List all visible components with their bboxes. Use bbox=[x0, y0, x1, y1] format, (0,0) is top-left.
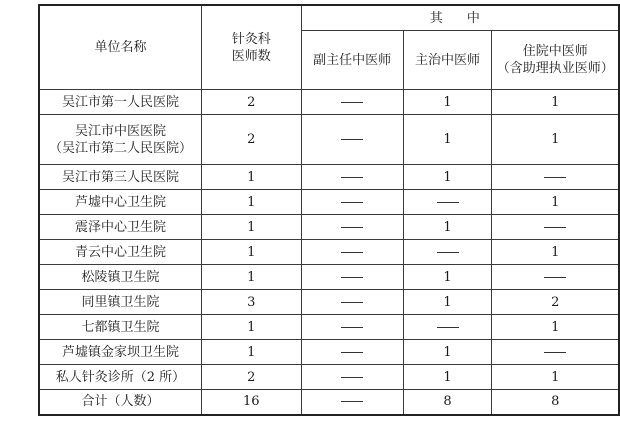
cell-deputy-chief bbox=[301, 215, 403, 240]
cell-attending-value: 1 bbox=[443, 169, 452, 185]
header-attending bbox=[403, 31, 492, 90]
cell-deputy-chief bbox=[301, 340, 403, 365]
cell-deputy-chief-value bbox=[341, 95, 363, 110]
cell-unit-name-line: 七都镇卫生院 bbox=[81, 319, 160, 335]
cell-deputy-chief bbox=[301, 165, 403, 190]
cell-resident bbox=[492, 390, 619, 415]
header-deputy-chief-text: 副主任中医师 bbox=[313, 52, 392, 68]
cell-resident-value: 8 bbox=[551, 394, 560, 410]
cell-deputy-chief-value bbox=[341, 394, 363, 409]
cell-doctor-count bbox=[201, 190, 301, 215]
dash-mark bbox=[341, 177, 363, 178]
cell-attending-value bbox=[437, 195, 459, 210]
dash-mark bbox=[544, 177, 566, 178]
dash-mark bbox=[341, 302, 363, 303]
table-row bbox=[39, 390, 619, 415]
cell-unit-name bbox=[39, 290, 201, 315]
cell-unit-name-line: 吴江市第三人民医院 bbox=[61, 169, 179, 185]
cell-attending-value: 1 bbox=[443, 344, 452, 360]
table-row bbox=[39, 240, 619, 265]
table-row bbox=[39, 165, 619, 190]
header-attending-text: 主治中医师 bbox=[415, 52, 481, 68]
cell-attending bbox=[403, 390, 492, 415]
cell-resident-value: 1 bbox=[551, 132, 560, 147]
cell-unit-name bbox=[39, 165, 201, 190]
cell-doctor-count bbox=[201, 115, 301, 165]
cell-resident bbox=[492, 240, 619, 265]
cell-attending-value: 8 bbox=[443, 394, 452, 410]
cell-resident-value bbox=[544, 220, 566, 235]
dash-mark bbox=[341, 227, 363, 228]
acupuncture-staff-table bbox=[38, 4, 620, 416]
cell-doctor-count bbox=[201, 240, 301, 265]
dash-mark bbox=[341, 327, 363, 328]
header-acupuncture-line2: 医师数 bbox=[231, 48, 271, 64]
cell-attending-value: 1 bbox=[443, 132, 452, 147]
cell-doctor-count-value: 2 bbox=[247, 94, 256, 110]
cell-doctor-count-value: 2 bbox=[247, 369, 256, 385]
cell-resident-value bbox=[544, 270, 566, 285]
cell-doctor-count bbox=[201, 315, 301, 340]
acupuncture-staff-table-container bbox=[38, 4, 620, 416]
cell-attending-value: 1 bbox=[443, 269, 452, 285]
cell-doctor-count-value: 1 bbox=[247, 244, 256, 260]
dash-mark bbox=[341, 377, 363, 378]
cell-resident bbox=[492, 315, 619, 340]
cell-unit-name-line: （吴江市第二人民医院） bbox=[48, 140, 192, 156]
cell-unit-name bbox=[39, 240, 201, 265]
dash-mark bbox=[341, 202, 363, 203]
cell-unit-name-line: 吴江市第一人民医院 bbox=[61, 94, 179, 110]
cell-attending bbox=[403, 165, 492, 190]
cell-attending bbox=[403, 240, 492, 265]
cell-resident bbox=[492, 290, 619, 315]
cell-unit-name bbox=[39, 215, 201, 240]
table-row bbox=[39, 365, 619, 390]
dash-mark bbox=[341, 139, 363, 140]
cell-resident-value: 1 bbox=[551, 319, 560, 335]
cell-deputy-chief bbox=[301, 365, 403, 390]
cell-resident-value: 1 bbox=[551, 244, 560, 260]
cell-unit-name-line: 合计（人数） bbox=[81, 394, 160, 410]
cell-unit-name-line: 芦墟中心卫生院 bbox=[74, 194, 166, 210]
cell-unit-name bbox=[39, 315, 201, 340]
header-group-label-text: 其 中 bbox=[429, 10, 490, 26]
dash-mark bbox=[341, 401, 363, 402]
cell-deputy-chief-value bbox=[341, 270, 363, 285]
cell-attending-value: 1 bbox=[443, 369, 452, 385]
cell-deputy-chief bbox=[301, 90, 403, 115]
cell-resident bbox=[492, 190, 619, 215]
cell-doctor-count bbox=[201, 340, 301, 365]
cell-doctor-count bbox=[201, 365, 301, 390]
dash-mark bbox=[544, 227, 566, 228]
dash-mark bbox=[341, 352, 363, 353]
cell-doctor-count bbox=[201, 215, 301, 240]
cell-attending bbox=[403, 365, 492, 390]
cell-unit-name-line: 芦墟镇金家坝卫生院 bbox=[61, 344, 179, 360]
cell-resident-value bbox=[544, 170, 566, 185]
cell-deputy-chief-value bbox=[341, 220, 363, 235]
cell-doctor-count-value: 1 bbox=[247, 344, 256, 360]
cell-resident-value: 2 bbox=[551, 294, 560, 310]
cell-doctor-count bbox=[201, 165, 301, 190]
cell-unit-name bbox=[39, 190, 201, 215]
cell-unit-name-line: 同里镇卫生院 bbox=[81, 294, 160, 310]
cell-deputy-chief bbox=[301, 265, 403, 290]
cell-attending bbox=[403, 340, 492, 365]
cell-unit-name bbox=[39, 390, 201, 415]
cell-unit-name-line: 私人针灸诊所（2 所） bbox=[55, 369, 186, 385]
cell-resident bbox=[492, 165, 619, 190]
cell-deputy-chief-value bbox=[341, 320, 363, 335]
cell-doctor-count-value: 1 bbox=[247, 269, 256, 285]
cell-doctor-count-value: 16 bbox=[243, 394, 260, 410]
table-row bbox=[39, 190, 619, 215]
cell-attending bbox=[403, 115, 492, 165]
cell-deputy-chief bbox=[301, 290, 403, 315]
cell-deputy-chief-value bbox=[341, 370, 363, 385]
table-row bbox=[39, 315, 619, 340]
cell-doctor-count-value: 1 bbox=[247, 219, 256, 235]
header-acupuncture-doctors bbox=[201, 5, 301, 90]
cell-deputy-chief bbox=[301, 190, 403, 215]
cell-deputy-chief-value bbox=[341, 170, 363, 185]
cell-attending bbox=[403, 90, 492, 115]
cell-attending bbox=[403, 265, 492, 290]
dash-mark bbox=[544, 277, 566, 278]
cell-doctor-count-value: 1 bbox=[247, 169, 256, 185]
cell-unit-name-line: 青云中心卫生院 bbox=[74, 244, 166, 260]
header-resident bbox=[492, 31, 619, 90]
cell-resident-value bbox=[544, 345, 566, 360]
cell-unit-name-line: 松陵镇卫生院 bbox=[81, 269, 160, 285]
cell-doctor-count-value: 1 bbox=[247, 319, 256, 335]
cell-resident bbox=[492, 365, 619, 390]
cell-deputy-chief-value bbox=[341, 295, 363, 310]
cell-resident bbox=[492, 215, 619, 240]
cell-deputy-chief bbox=[301, 115, 403, 165]
cell-doctor-count-value: 1 bbox=[247, 194, 256, 210]
dash-mark bbox=[437, 252, 459, 253]
table-row bbox=[39, 215, 619, 240]
dash-mark bbox=[437, 327, 459, 328]
cell-attending-value: 1 bbox=[443, 219, 452, 235]
cell-unit-name bbox=[39, 115, 201, 165]
cell-deputy-chief-value bbox=[341, 245, 363, 260]
cell-deputy-chief bbox=[301, 240, 403, 265]
cell-doctor-count-value: 2 bbox=[247, 132, 256, 147]
cell-resident bbox=[492, 115, 619, 165]
cell-unit-name bbox=[39, 340, 201, 365]
cell-resident bbox=[492, 265, 619, 290]
cell-unit-name-line: 吴江市中医医院 bbox=[74, 123, 166, 139]
table-row bbox=[39, 90, 619, 115]
header-group-label bbox=[301, 5, 619, 31]
cell-doctor-count bbox=[201, 90, 301, 115]
cell-deputy-chief-value bbox=[341, 132, 363, 147]
cell-doctor-count-value: 3 bbox=[247, 294, 256, 310]
header-resident-line1: 住院中医师 bbox=[522, 44, 588, 59]
table-row bbox=[39, 340, 619, 365]
cell-deputy-chief-value bbox=[341, 195, 363, 210]
cell-attending bbox=[403, 315, 492, 340]
table-row bbox=[39, 265, 619, 290]
cell-doctor-count bbox=[201, 390, 301, 415]
cell-attending-value: 1 bbox=[443, 294, 452, 310]
cell-resident bbox=[492, 340, 619, 365]
header-acupuncture-line1: 针灸科 bbox=[231, 31, 271, 47]
header-resident-line2: （含助理执业医师） bbox=[496, 61, 614, 76]
dash-mark bbox=[341, 102, 363, 103]
cell-attending bbox=[403, 190, 492, 215]
cell-attending bbox=[403, 215, 492, 240]
cell-resident-value: 1 bbox=[551, 194, 560, 210]
table-row bbox=[39, 115, 619, 165]
dash-mark bbox=[544, 352, 566, 353]
header-unit-name bbox=[39, 5, 201, 90]
header-deputy-chief bbox=[301, 31, 403, 90]
table-body bbox=[39, 90, 619, 415]
cell-deputy-chief-value bbox=[341, 345, 363, 360]
cell-unit-name bbox=[39, 90, 201, 115]
cell-attending-value bbox=[437, 320, 459, 335]
cell-resident-value: 1 bbox=[551, 369, 560, 385]
cell-unit-name bbox=[39, 365, 201, 390]
cell-unit-name bbox=[39, 265, 201, 290]
header-unit-name-text: 单位名称 bbox=[94, 40, 147, 55]
cell-unit-name-line: 震泽中心卫生院 bbox=[74, 219, 166, 235]
dash-mark bbox=[341, 252, 363, 253]
cell-attending-value bbox=[437, 245, 459, 260]
cell-deputy-chief bbox=[301, 390, 403, 415]
cell-resident bbox=[492, 90, 619, 115]
cell-resident-value: 1 bbox=[551, 94, 560, 110]
cell-attending bbox=[403, 290, 492, 315]
cell-deputy-chief bbox=[301, 315, 403, 340]
cell-doctor-count bbox=[201, 290, 301, 315]
dash-mark bbox=[341, 277, 363, 278]
dash-mark bbox=[437, 202, 459, 203]
cell-doctor-count bbox=[201, 265, 301, 290]
cell-attending-value: 1 bbox=[443, 94, 452, 110]
table-row bbox=[39, 290, 619, 315]
